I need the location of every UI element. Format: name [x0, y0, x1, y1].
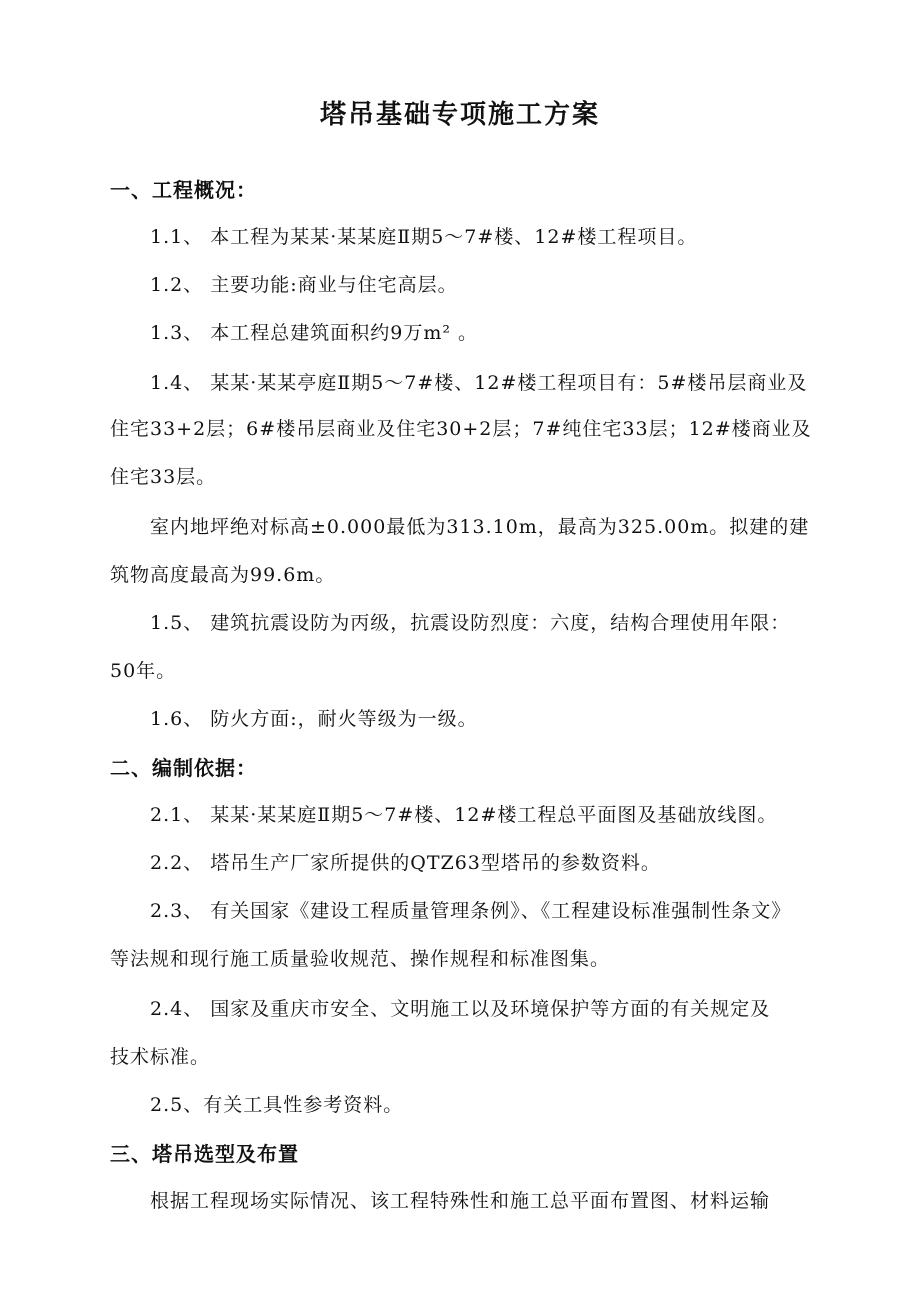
section-heading-crane-selection: 三、塔吊选型及布置 — [110, 1142, 299, 1166]
paragraph-line: 1.6、 防火方面:，耐火等级为一级。 — [150, 708, 478, 730]
paragraph-line: 2.4、 国家及重庆市安全、文明施工以及环境保护等方面的有关规定及 — [150, 998, 771, 1020]
paragraph-line: 筑物高度最高为99.6m。 — [110, 564, 336, 586]
paragraph-line: 2.3、 有关国家《建设工程质量管理条例》、《工程建设标准强制性条文》 — [150, 900, 792, 922]
paragraph-line: 根据工程现场实际情况、该工程特殊性和施工总平面布置图、材料运输 — [150, 1190, 771, 1212]
document-title: 塔吊基础专项施工方案 — [319, 100, 600, 130]
paragraph-line: 1.4、 某某·某某亭庭Ⅱ期5～7#楼、12#楼工程项目有：5#楼吊层商业及 — [150, 372, 808, 394]
paragraph-line: 等法规和现行施工质量验收规范、操作规程和标准图集。 — [110, 948, 611, 970]
paragraph-line: 住宅33层。 — [110, 466, 217, 488]
section-heading-overview: 一、工程概况： — [110, 178, 257, 202]
paragraph-line: 50年。 — [110, 660, 177, 682]
paragraph-line: 1.1、 本工程为某某·某某庭Ⅱ期5～7#楼、12#楼工程项目。 — [150, 226, 698, 248]
paragraph-line: 1.3、 本工程总建筑面积约9万m² 。 — [150, 322, 479, 344]
paragraph-line: 室内地坪绝对标高±0.000最低为313.10m，最高为325.00m。拟建的建 — [150, 516, 810, 538]
paragraph-line: 2.5、有关工具性参考资料。 — [150, 1094, 404, 1116]
paragraph-line: 住宅33+2层；6#楼吊层商业及住宅30+2层；7#纯住宅33层；12#楼商业及 — [110, 418, 812, 440]
paragraph-line: 1.2、 主要功能:商业与住宅高层。 — [150, 274, 458, 296]
paragraph-line: 2.1、 某某·某某庭Ⅱ期5～7#楼、12#楼工程总平面图及基础放线图。 — [150, 804, 778, 826]
paragraph-line: 技术标准。 — [110, 1046, 211, 1068]
section-heading-basis: 二、编制依据： — [110, 756, 257, 780]
paragraph-line: 2.2、 塔吊生产厂家所提供的QTZ63型塔吊的参数资料。 — [150, 852, 661, 874]
paragraph-line: 1.5、 建筑抗震设防为丙级，抗震设防烈度：六度，结构合理使用年限： — [150, 612, 791, 634]
